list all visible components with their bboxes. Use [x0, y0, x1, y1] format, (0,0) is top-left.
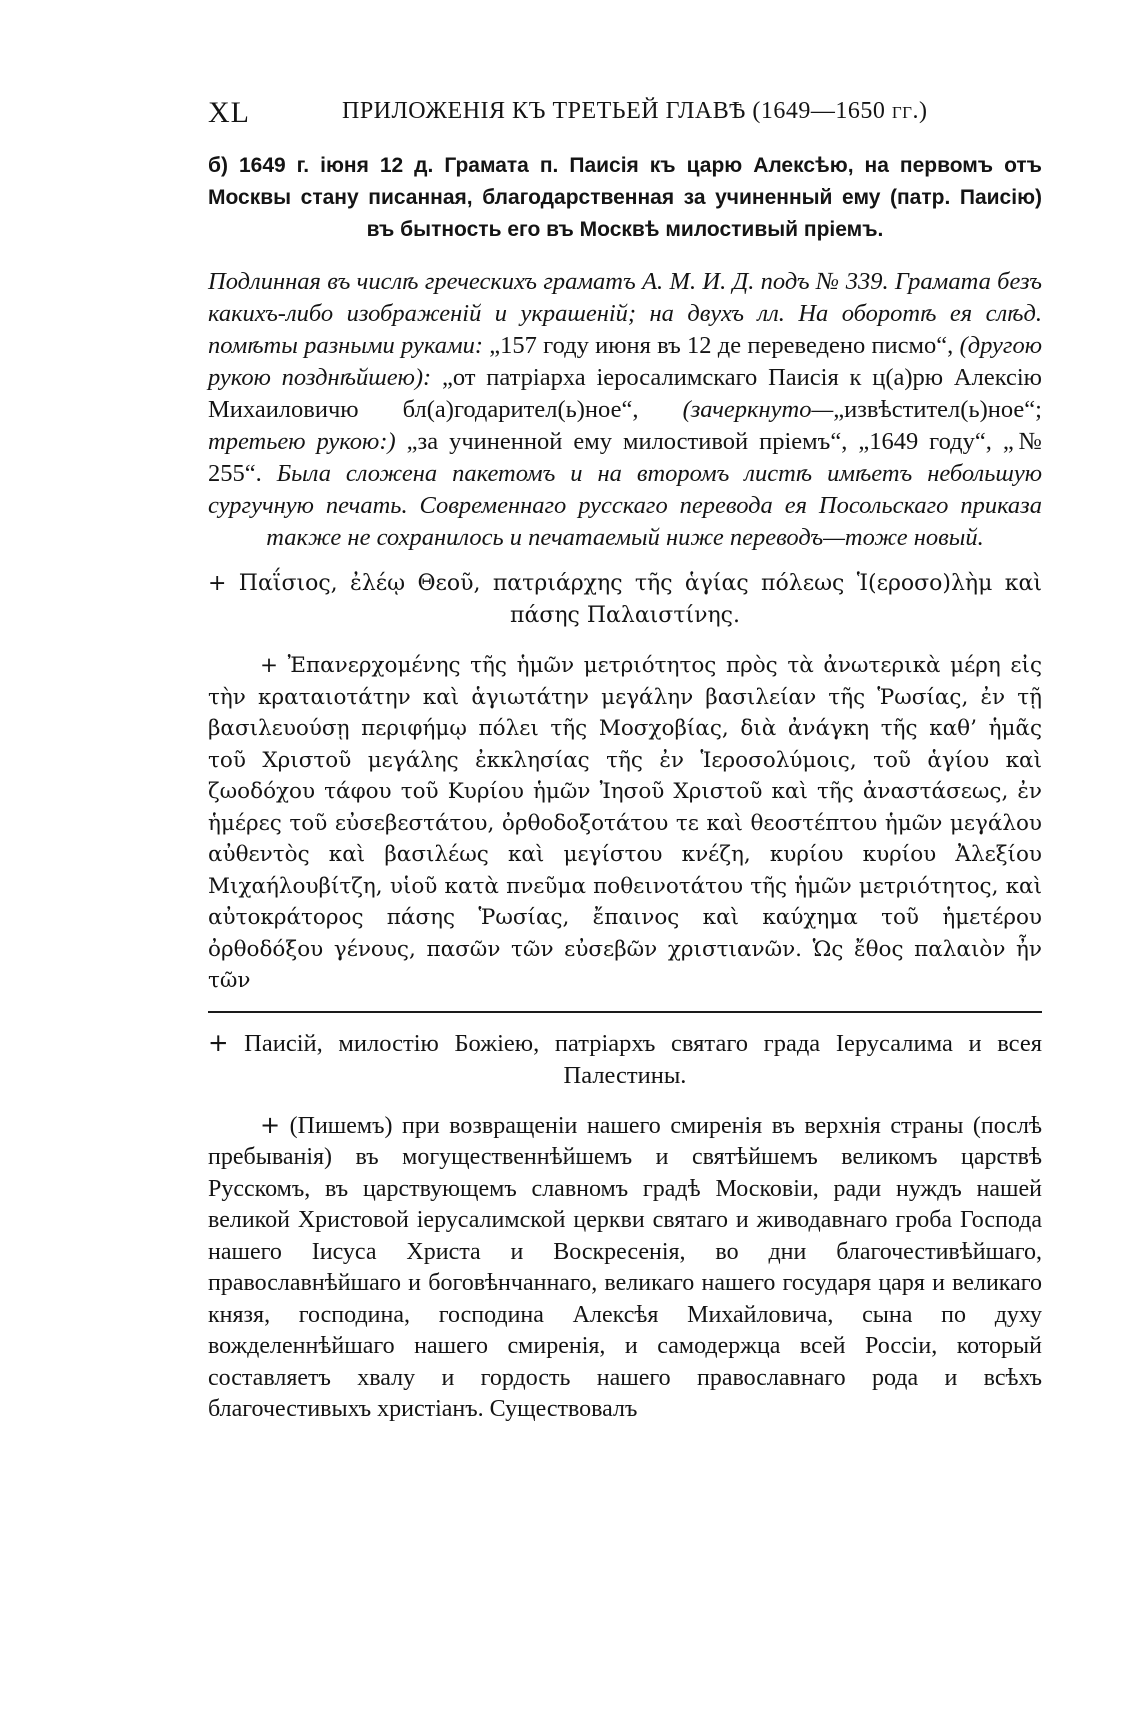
- provenance-italic-2: (другою рукою позднѣйшею):: [208, 332, 1042, 391]
- russian-heading-text: Паисій, милостію Божіею, патріархъ святаго града Іерусалима и всея Палестины.: [228, 1029, 1042, 1089]
- provenance-note: [208, 266, 1042, 554]
- running-title: ПРИЛОЖЕНІЯ КЪ ТРЕТЬЕЙ ГЛАВѢ (1649—1650 гг.): [342, 98, 928, 124]
- provenance-italic-4: третьею рукою:): [208, 428, 396, 455]
- russian-body: [208, 1110, 1042, 1426]
- document-heading: б) 1649 г. іюня 12 д. Грамата п. Паисія къ царю Алексѣю, на первомъ отъ Москвы стану писанная, благодарственная за учиненный ему (патр. Паисію) въ бытность его въ Москвѣ милостивый пріемъ.: [208, 154, 1042, 241]
- cross-icon: +: [208, 571, 227, 596]
- page: [208, 96, 1042, 1426]
- page-number: XL: [208, 96, 250, 129]
- greek-heading-text: Παΐσιος, ἐλέῳ Θεοῦ, πατριάρχης τῆς ἁγίας πόλεως Ἱ(εροσο)λὴμ καὶ πάσης Παλαιστίνης.: [226, 571, 1042, 628]
- cross-icon: +: [260, 653, 279, 678]
- provenance-quote-4: „за учиненной ему милостивой пріемъ“, „1649 году“, „№ 255“.: [208, 428, 1043, 487]
- cross-icon: +: [260, 1110, 281, 1139]
- provenance-quote-1: „157 году июня въ 12 де переведено писмо“,: [483, 332, 960, 359]
- provenance-italic-5: Была сложена пакетомъ и на второмъ листѣ имѣетъ небольшую сургучную печать. Современнаго русскаго перевода ея Посольскаго приказа также не сохранилось и печатаемый ниже переводъ—тоже новый.: [208, 460, 1043, 551]
- greek-heading: [208, 568, 1042, 632]
- greek-body: [208, 650, 1042, 997]
- cross-icon: +: [208, 1027, 229, 1057]
- running-head: [208, 96, 1042, 136]
- greek-body-text: Ἐπανερχομένης τῆς ἡμῶν μετριότητος πρὸς τὰ ἀνωτερικὰ μέρη εἰς τὴν κραταιοτάτην καὶ ἁγιωτάτην μεγάλην βασιλείαν τῆς Ῥωσίας, ἐν τῇ βασιλευούσῃ περιφήμῳ πόλει τῆς Μοσχοβίας, διὰ ἀνάγκη τῆς καθ’ ἡμᾶς τοῦ Χριστοῦ μεγάλης ἐκκλησίας τῆς ἐν Ἱεροσολύμοις, τοῦ ἁγίου καὶ ζωοδόχου τάφου τοῦ Κυρίου ἡμῶν Ἰησοῦ Χριστοῦ καὶ τῆς ἀναστάσεως, ἐν ἡμέρες τοῦ εὐσεβεστάτου, ὀρθοδοξοτάτου τε καὶ θεοστέπτου ἡμῶν μεγάλου αὐθεντὸς καὶ βασιλέως καὶ μεγίστου κνέζη, κυρίου κυρίου Ἀλεξίου Μιχαήλουβίτζη, υἱοῦ κατὰ πνεῦμα ποθεινοτάτου τῆς ἡμῶν μετριότητος, καὶ αὐτοκράτορος πάσης Ῥωσίας, ἔπαινος καὶ καύχημα τοῦ ἡμετέρου ὀρθοδόξου γένους, πασῶν τῶν εὐσεβῶν χριστιανῶν. Ὡς ἔθος παλαιὸν ἦν τῶν: [208, 653, 1042, 993]
- provenance-italic-3: (зачеркнуто—: [682, 396, 834, 423]
- section-divider: [208, 1011, 1042, 1013]
- russian-body-text: (Пишемъ) при возвращеніи нашего смиренія въ верхнія страны (послѣ пребыванія) въ могущественнѣйшемъ и святѣйшемъ великомъ царствѣ Русскомъ, въ царствующемъ славномъ градѣ Московіи, ради нуждъ нашей великой Христовой іерусалимской церкви святаго и живодавнаго гроба Господа нашего Іисуса Христа и Воскресенія, во дни благочестивѣйшаго, православнѣйшаго и боговѣнчаннаго, великаго нашего государя царя и великаго князя, господина, господина Алексѣя Михайловича, сына по духу вожделеннѣйшаго нашего смиренія, и самодержца всей Россіи, который составляетъ хвалу и гордость нашего православнаго рода и всѣхъ благочестивыхъ христіанъ. Существовалъ: [208, 1112, 1042, 1422]
- provenance-quote-2: „от патріарха іеросалимскаго Паисія к ц(а)рю Алексію Михаиловичю бл(а)годарител(ь)ное“,: [208, 364, 1042, 423]
- provenance-quote-3: „извѣстител(ь)ное“;: [833, 396, 1042, 423]
- russian-heading: [208, 1027, 1042, 1092]
- provenance-italic-1: Подлинная въ числѣ греческихъ граматъ А. М. И. Д. подъ № 339. Грамата безъ какихъ-либо изображеній и украшеній; на двухъ лл. На оборотѣ ея слѣд. помѣты разными руками:: [208, 268, 1042, 359]
